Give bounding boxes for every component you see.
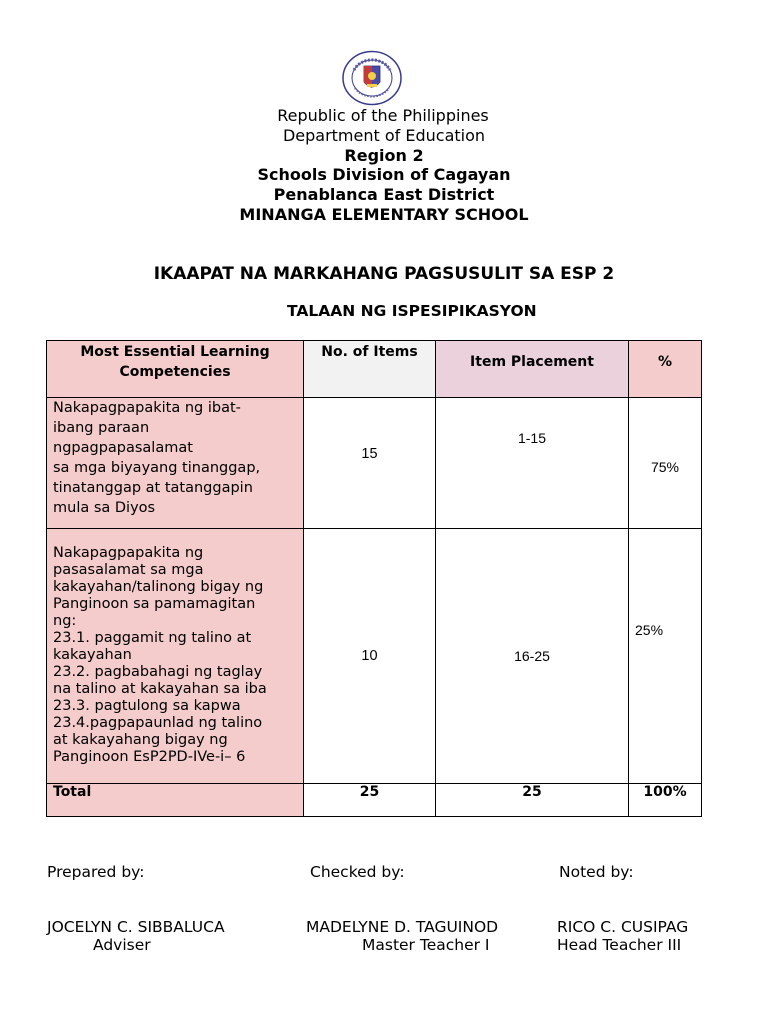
table-row [47,398,702,529]
total-placement: 25 [436,784,629,817]
placement-cell: 1-15 [436,398,629,529]
total-percent: 100% [629,784,702,817]
header-district: Penablanca East District [273,185,495,204]
percent-cell: 25% [629,529,702,784]
checked-by-label: Checked by: [310,863,405,881]
noted-by-label: Noted by: [559,863,634,881]
master-teacher-position: Master Teacher I [362,936,490,954]
percent-cell: 75% [629,398,702,529]
exam-title: IKAAPAT NA MARKAHANG PAGSUSULIT SA ESP 2 [153,264,615,284]
adviser-position: Adviser [93,936,151,954]
header-region: Region 2 [344,146,424,165]
table-row [47,529,702,784]
header-department: Department of Education [282,126,486,145]
prepared-by-label: Prepared by: [47,863,145,881]
total-label: Total [47,784,304,817]
deped-seal-logo [341,50,403,106]
competency-cell: Nakapagpapakita ng pasasalamat sa mga kakayahan/talinong bigay ng Panginoon sa pamamagitan ng: 23.1. paggamit ng talino at kakayahan 23.2. pagbabahagi ng taglay na talino at kakayahan sa iba 23.3. pagtulong sa kapwa 23.4.pagpapaunlad ng talino at kakayahang bigay ng Panginoon EsP2PD-IVe-i– 6 [47,529,304,784]
items-cell: 10 [304,529,436,784]
header-republic: Republic of the Philippines [277,106,489,125]
adviser-name: JOCELYN C. SIBBALUCA [47,918,225,936]
master-teacher-name: MADELYNE D. TAGUINOD [306,918,499,936]
header-competencies: Most Essential Learning Competencies [47,341,304,398]
header-item-placement: Item Placement [436,341,629,398]
placement-cell: 16-25 [436,529,629,784]
header-percent: % [629,341,702,398]
total-items: 25 [304,784,436,817]
table-of-specifications [46,340,702,817]
head-teacher-position: Head Teacher III [557,936,682,954]
header-no-of-items: No. of Items [304,341,436,398]
table-total-row [47,784,702,817]
table-header-row [47,341,702,398]
header-division: Schools Division of Cagayan [257,165,511,184]
table-subtitle: TALAAN NG ISPESIPIKASYON [287,302,537,320]
header-school: MINANGA ELEMENTARY SCHOOL [239,205,529,224]
items-cell: 15 [304,398,436,529]
competency-cell: Nakapagpapakita ng ibat- ibang paraan ngpagpapasalamat sa mga biyayang tinanggap, tinatanggap at tatanggapin mula sa Diyos [47,398,304,529]
head-teacher-name: RICO C. CUSIPAG [557,918,689,936]
